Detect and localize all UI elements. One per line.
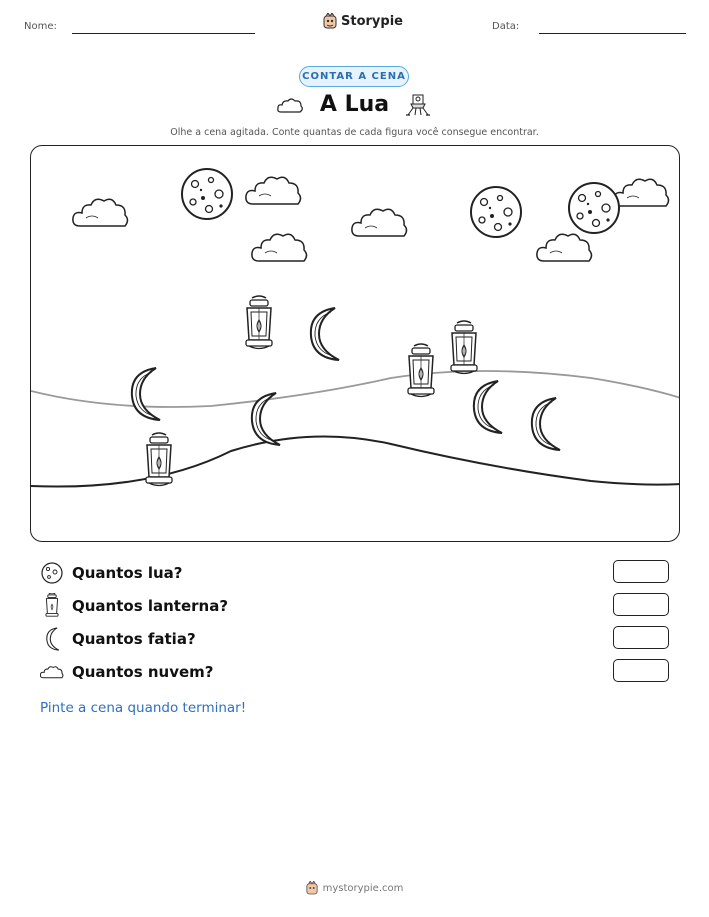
scene-lantern [451, 321, 477, 374]
moon-icon [40, 561, 64, 585]
name-field-line[interactable] [72, 33, 255, 34]
scene-crescent [132, 368, 160, 420]
counting-scene [30, 145, 680, 542]
question-text: Quantos nuvem? [72, 663, 214, 681]
brand-logo [323, 13, 403, 29]
scene-lantern [246, 296, 272, 349]
activity-badge: CONTAR A CENA [299, 66, 409, 87]
coloring-note: Pinte a cena quando terminar! [40, 700, 247, 716]
cloud-icon [40, 663, 64, 681]
answer-box-cloud[interactable] [613, 659, 669, 682]
scene-cloud [537, 234, 592, 261]
scene-cloud [246, 177, 301, 204]
scene-cloud [252, 234, 307, 261]
scene-cloud [352, 209, 407, 236]
lantern-icon [40, 593, 64, 619]
question-row-cloud [40, 659, 214, 685]
footer [0, 881, 709, 895]
lunar-lander-icon [405, 91, 431, 121]
answer-box-moon[interactable] [613, 560, 669, 583]
footer-url[interactable]: mystorypie.com [322, 882, 404, 894]
answer-box-lantern[interactable] [613, 593, 669, 616]
brand-name: Storypie [341, 13, 403, 29]
date-label: Data: [492, 21, 520, 32]
question-row-moon [40, 560, 183, 586]
scene-moon [471, 187, 521, 237]
storypie-mascot-icon [323, 13, 337, 29]
far-hill-line [31, 371, 680, 407]
scene-moon [182, 169, 232, 219]
page-title: A Lua [319, 92, 390, 117]
scene-crescent [532, 398, 560, 450]
storypie-mascot-icon [306, 881, 318, 895]
crescent-icon [40, 627, 64, 651]
question-text: Quantos lanterna? [72, 597, 229, 615]
scene-lantern [408, 344, 434, 397]
scene-cloud [73, 199, 128, 226]
scene-lantern [146, 433, 172, 486]
scene-crescent [311, 308, 339, 360]
scene-moon [569, 183, 619, 233]
answer-box-crescent[interactable] [613, 626, 669, 649]
near-hill-line [31, 436, 680, 486]
name-label: Nome: [24, 21, 57, 32]
scene-cloud [614, 179, 669, 206]
question-row-lantern [40, 593, 228, 619]
instructions: Olhe a cena agitada. Conte quantas de cada figura você consegue encontrar. [170, 127, 539, 138]
question-text: Quantos lua? [72, 564, 183, 582]
question-text: Quantos fatia? [72, 630, 196, 648]
scene-crescent [474, 381, 502, 433]
date-field-line[interactable] [539, 33, 686, 34]
question-row-crescent [40, 626, 196, 652]
